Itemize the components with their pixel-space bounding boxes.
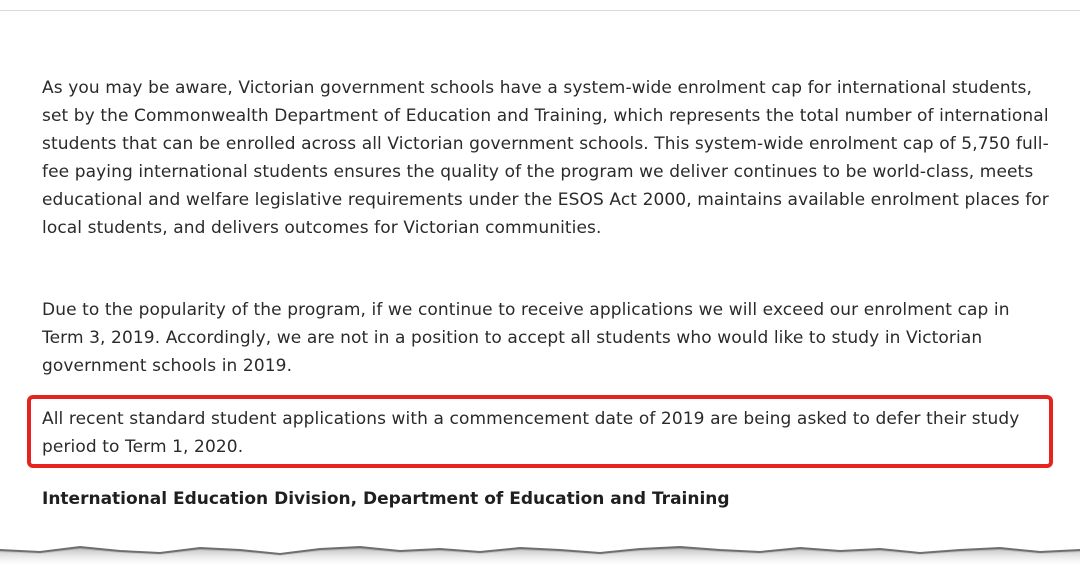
signature-line: International Education Division, Department of Education and Training xyxy=(42,489,730,509)
torn-paper-edge xyxy=(0,528,1080,586)
paragraph-deferral-notice: All recent standard student applications with a commencement date of 2019 are being asked to defer their study period to Term 1, 2020. xyxy=(42,409,1020,457)
top-divider xyxy=(0,10,1080,11)
paragraph-enrolment-cap: As you may be aware, Victorian government schools have a system-wide enrolment cap for international students, set by the Commonwealth Department of Education and Training, which represents the total number of international students that can be enrolled across all Victorian government schools. This system-wide enrolment cap of 5,750 full-fee paying international students ensures the quality of the program we deliver continues to be world-class, meets educational and welfare legislative requirements under the ESOS Act 2000, maintains available enrolment places for local students, and delivers outcomes for Victorian communities. xyxy=(42,78,1049,238)
paragraph-program-popularity: Due to the popularity of the program, if we continue to receive applications we will exceed our enrolment cap in Term 3, 2019. Accordingly, we are not in a position to accept all students who would like to study in Victorian government schools in 2019. xyxy=(42,300,1010,376)
